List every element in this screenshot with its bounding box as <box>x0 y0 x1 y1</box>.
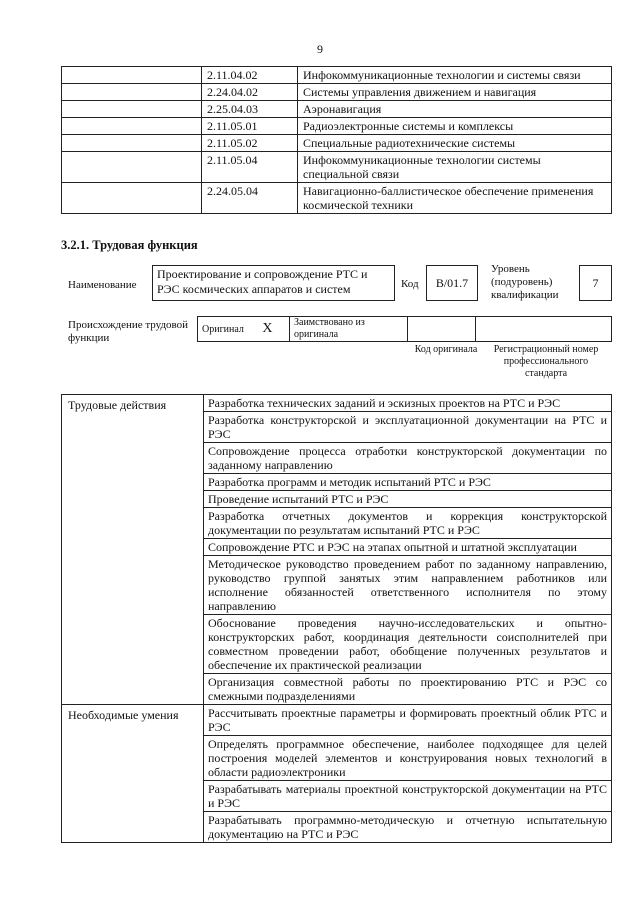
specialty-row <box>62 101 612 118</box>
original-mark: X <box>262 320 273 336</box>
specialty-blank-cell <box>62 152 202 183</box>
specialty-code: 2.11.05.02 <box>202 135 298 152</box>
function-name-box: Проектирование и сопровождение РТС и РЭС космических аппаратов и систем <box>152 265 395 301</box>
labor-actions-item: Разработка отчетных документов и коррекция конструкторской документации по результатам испытаний РТС и РЭС <box>204 508 612 539</box>
skills-label: Необходимые умения <box>62 705 204 843</box>
specialty-code: 2.11.04.02 <box>202 67 298 84</box>
labor-actions-item: Разработка конструкторской и эксплуатационной документации на РТС и РЭС <box>204 412 612 443</box>
labor-actions-item: Сопровождение процесса отработки конструкторской документации по заданному направлению <box>204 443 612 474</box>
labor-actions-item: Разработка технических заданий и эскизных проектов на РТС и РЭС <box>204 395 612 412</box>
registration-number-cell <box>476 317 612 342</box>
specialty-name: Инфокоммуникационные технологии системы специальной связи <box>298 152 612 183</box>
specialty-code: 2.11.05.01 <box>202 118 298 135</box>
skills-row <box>62 705 612 736</box>
specialty-blank-cell <box>62 135 202 152</box>
code-label: Код <box>401 278 419 290</box>
specialty-code: 2.25.04.03 <box>202 101 298 118</box>
caption-original-code: Код оригинала <box>414 344 478 355</box>
specialty-row <box>62 183 612 214</box>
labor-actions-item: Сопровождение РТС и РЭС на этапах опытной и штатной эксплуатации <box>204 539 612 556</box>
original-label: Оригинал <box>202 323 244 335</box>
labor-actions-row <box>62 395 612 412</box>
specialty-row <box>62 152 612 183</box>
specialty-blank-cell <box>62 101 202 118</box>
level-label: Уровень (подуровень) квалификации <box>491 263 559 301</box>
specialty-name: Аэронавигация <box>298 101 612 118</box>
origin-table <box>197 316 612 342</box>
name-label: Наименование <box>68 279 137 291</box>
specialty-name: Инфокоммуникационные технологии и системы связи <box>298 67 612 84</box>
specialty-code: 2.11.05.04 <box>202 152 298 183</box>
specialty-row <box>62 135 612 152</box>
specialty-blank-cell <box>62 67 202 84</box>
labor-actions-item: Организация совместной работы по проектированию РТС и РЭС со смежными подразделениями <box>204 674 612 705</box>
specialty-blank-cell <box>62 183 202 214</box>
section-title: 3.2.1. Трудовая функция <box>61 238 198 252</box>
labor-function-table <box>61 394 612 843</box>
labor-actions-item: Методическое руководство проведением работ по заданному направлению, руководство группой занятых этим направлением работников или исполнение обязанностей ответственного исполнителя по этому направлению <box>204 556 612 615</box>
specialty-blank-cell <box>62 84 202 101</box>
skills-item: Определять программное обеспечение, наиболее подходящее для целей построения моделей элементов и конструирования новых технологий в области радиоэлектроники <box>204 736 612 781</box>
skills-item: Разрабатывать программно-методическую и отчетную испытательную документацию на РТС и РЭС <box>204 812 612 843</box>
specialty-code: 2.24.05.04 <box>202 183 298 214</box>
origin-original-cell <box>198 317 290 342</box>
specialty-name: Системы управления движением и навигация <box>298 84 612 101</box>
origin-label: Происхождение трудовой функции <box>68 319 189 344</box>
skills-item: Рассчитывать проектные параметры и формировать проектный облик РТС и РЭС <box>204 705 612 736</box>
labor-actions-item: Обоснование проведения научно-исследовательских и опытно-конструкторских работ, координация деятельности соисполнителей при совместном проведении работ, обобщение полученных результатов и обеспечение их практической реализации <box>204 615 612 674</box>
borrowed-label: Заимствовано из оригинала <box>290 317 408 342</box>
specialty-name: Навигационно-баллистическое обеспечение применения космической техники <box>298 183 612 214</box>
specialty-blank-cell <box>62 118 202 135</box>
skills-item: Разрабатывать материалы проектной конструкторской документации на РТС и РЭС <box>204 781 612 812</box>
page-number: 9 <box>317 42 323 56</box>
caption-registration-number: Регистрационный номер профессионального стандарта <box>493 344 599 379</box>
specialty-row <box>62 84 612 101</box>
labor-actions-item: Разработка программ и методик испытаний РТС и РЭС <box>204 474 612 491</box>
specialty-row <box>62 118 612 135</box>
specialty-row <box>62 67 612 84</box>
labor-actions-item: Проведение испытаний РТС и РЭС <box>204 491 612 508</box>
specialty-name: Радиоэлектронные системы и комплексы <box>298 118 612 135</box>
original-code-cell <box>408 317 476 342</box>
level-box: 7 <box>579 265 612 301</box>
function-code-box: B/01.7 <box>426 265 478 301</box>
specialty-table <box>61 66 612 214</box>
specialty-code: 2.24.04.02 <box>202 84 298 101</box>
labor-actions-label: Трудовые действия <box>62 395 204 705</box>
specialty-name: Специальные радиотехнические системы <box>298 135 612 152</box>
